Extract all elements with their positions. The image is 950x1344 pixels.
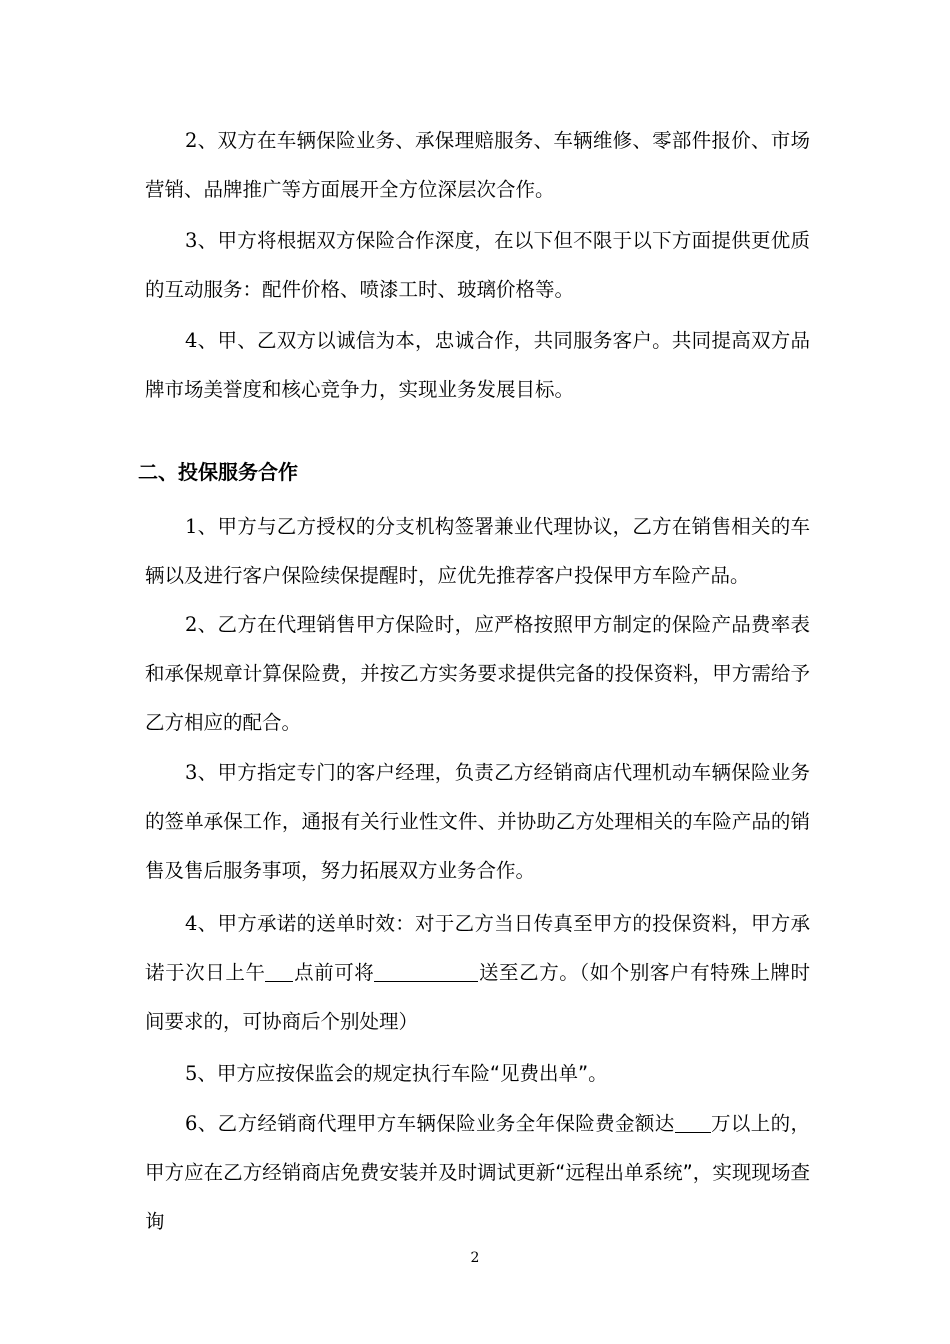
clause-2-3 — [145, 748, 810, 895]
clause-text-part-a: 、甲方承诺的送单时效：对于乙方当日传真至甲方的投保资料，甲方承诺于次日上午 — [145, 912, 810, 984]
clause-number: 3 — [185, 229, 198, 252]
clause-2-4 — [145, 899, 810, 1046]
clause-text-part-b: 万以上的，甲方应在乙方经销商店免费安装并及时调试更新“远程出单系统”，实现现场查询 — [145, 1112, 810, 1233]
clause-number: 4 — [185, 912, 198, 935]
clause-number: 2 — [185, 613, 198, 636]
clause-text: 、甲方将根据双方保险合作深度，在以下但不限于以下方面提供更优质的互动服务：配件价格、喷漆工时、玻璃价格等。 — [145, 229, 810, 301]
clause-number: 6 — [185, 1112, 198, 1135]
clause-number: 5 — [185, 1062, 198, 1085]
clause-text: 、甲方指定专门的客户经理，负责乙方经销商店代理机动车辆保险业务的签单承保工作，通报有关行业性文件、并协助乙方处理相关的车险产品的销售及售后服务事项，努力拓展双方业务合作。 — [145, 761, 810, 882]
clause-2-2 — [145, 600, 810, 747]
clause-text-part-b: 点前可将 — [293, 961, 375, 984]
clause-2-1 — [145, 502, 810, 600]
fill-blank-amount — [675, 1113, 711, 1134]
clause-1-2 — [145, 116, 810, 214]
clause-text: 、双方在车辆保险业务、承保理赔服务、车辆维修、零部件报价、市场营销、品牌推广等方面展开全方位深层次合作。 — [145, 129, 810, 201]
clause-number: 2 — [185, 129, 198, 152]
clause-number: 3 — [185, 761, 198, 784]
clause-text-part-a: 、乙方经销商代理甲方车辆保险业务全年保险费金额达 — [197, 1112, 675, 1135]
page-number: 2 — [470, 1250, 480, 1266]
clause-text: 、甲方应按保监会的规定执行车险“见费出单”。 — [197, 1062, 608, 1085]
section-heading: 二、投保服务合作 — [138, 460, 298, 484]
clause-number: 4 — [185, 329, 198, 352]
clause-text: 、甲方与乙方授权的分支机构签署兼业代理协议，乙方在销售相关的车辆以及进行客户保险续保提醒时，应优先推荐客户投保甲方车险产品。 — [145, 515, 810, 587]
clause-2-5 — [145, 1049, 810, 1098]
clause-1-3 — [145, 216, 810, 314]
fill-blank-hour — [265, 962, 293, 983]
fill-blank-destination — [374, 962, 478, 983]
clause-1-4 — [145, 316, 810, 414]
clause-number: 1 — [185, 515, 198, 538]
clause-2-6 — [145, 1099, 810, 1246]
clause-text: 、乙方在代理销售甲方保险时，应严格按照甲方制定的保险产品费率表和承保规章计算保险费，并按乙方实务要求提供完备的投保资料，甲方需给予乙方相应的配合。 — [145, 613, 810, 734]
clause-text: 、甲、乙双方以诚信为本，忠诚合作，共同服务客户。共同提高双方品牌市场美誉度和核心竞争力，实现业务发展目标。 — [145, 329, 810, 401]
clause-text-part-c: 送至乙方。（如个别客户有特殊上牌时间要求的，可协商后个别处理） — [145, 961, 810, 1033]
